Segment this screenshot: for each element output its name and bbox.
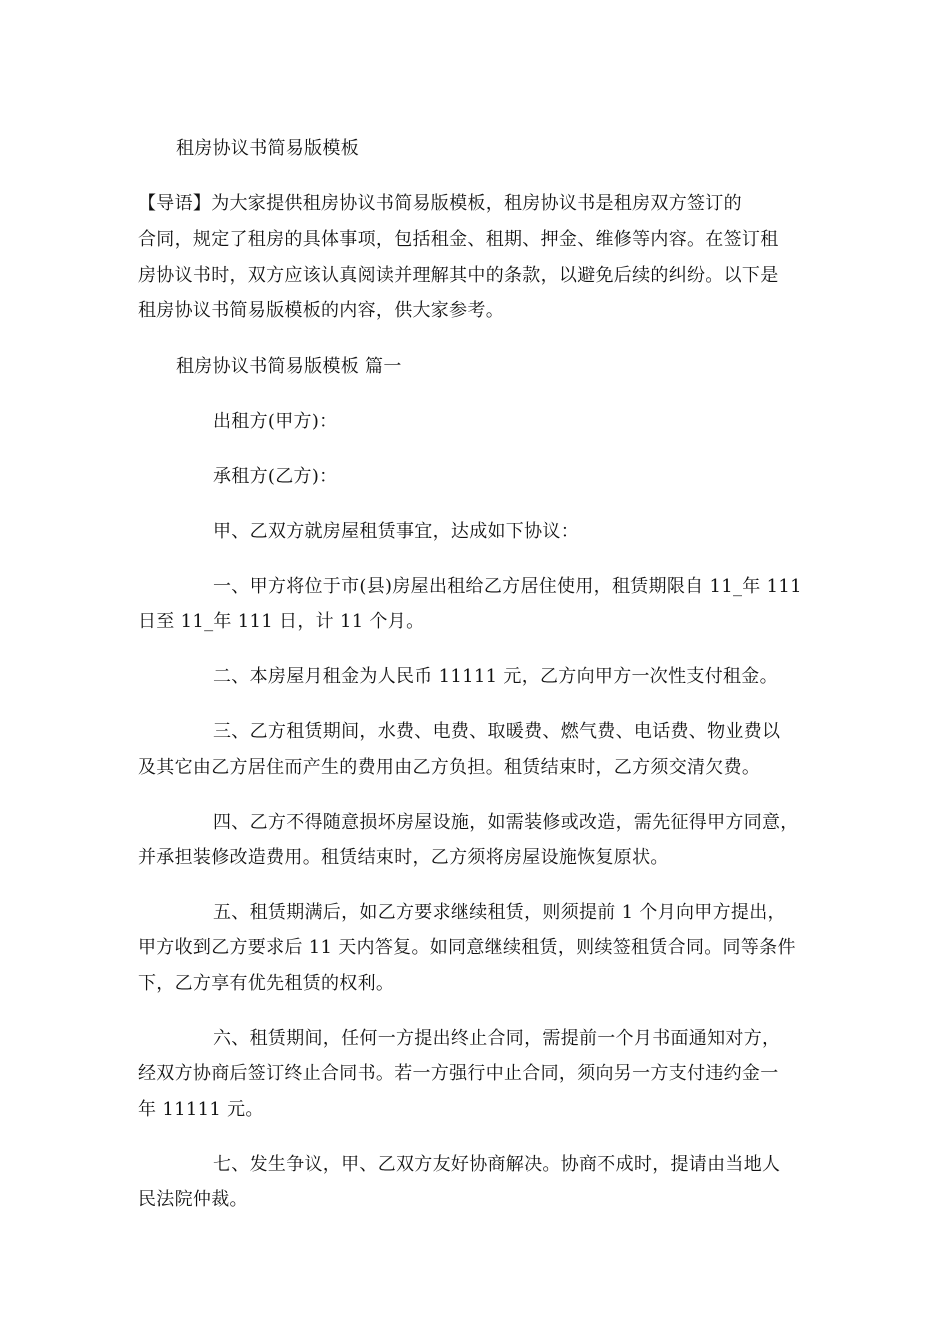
clause-line: 民法院仲裁。 — [138, 1189, 248, 1210]
clause-line: 并承担装修改造费用。租赁结束时，乙方须将房屋设施恢复原状。 — [138, 847, 669, 868]
intro-line: 房协议书时，双方应该认真阅读并理解其中的条款，以避免后续的纠纷。以下是 — [138, 265, 779, 286]
clause-line: 三、乙方租赁期间，水费、电费、取暖费、燃气费、电话费、物业费以 — [213, 721, 781, 742]
clause-line: 日至 11_年 111 日，计 11 个月。 — [138, 611, 425, 632]
document-title: 租房协议书简易版模板 — [176, 138, 359, 159]
clause-line: 五、租赁期满后，如乙方要求继续租赁，则须提前 1 个月向甲方提出， — [213, 902, 786, 923]
clause-line: 下，乙方享有优先租赁的权利。 — [138, 973, 395, 994]
intro-line: 合同，规定了租房的具体事项，包括租金、租期、押金、维修等内容。在签订租 — [138, 229, 779, 250]
clause-line: 甲方收到乙方要求后 11 天内答复。如同意继续租赁，则续签租赁合同。同等条件 — [138, 937, 796, 958]
section-title: 租房协议书简易版模板 篇一 — [176, 356, 402, 377]
clause-line: 经双方协商后签订终止合同书。若一方强行中止合同，须向另一方支付违约金一 — [138, 1063, 779, 1084]
clause-line: 一、甲方将位于市(县)房屋出租给乙方居住使用，租赁期限自 11_年 111 — [213, 576, 802, 597]
clause-line: 年 11111 元。 — [138, 1099, 264, 1120]
lessor-line: 出租方(甲方)： — [213, 411, 338, 432]
clause-line: 及其它由乙方居住而产生的费用由乙方负担。租赁结束时，乙方须交清欠费。 — [138, 757, 761, 778]
intro-line: 租房协议书简易版模板的内容，供大家参考。 — [138, 300, 504, 321]
clause-line: 二、本房屋月租金为人民币 11111 元，乙方向甲方一次性支付租金。 — [213, 666, 778, 687]
intro-line: 【导语】为大家提供租房协议书简易版模板，租房协议书是租房双方签订的 — [138, 193, 742, 214]
agreement-intro: 甲、乙双方就房屋租赁事宜，达成如下协议： — [213, 521, 579, 542]
clause-line: 四、乙方不得随意损坏房屋设施，如需装修或改造，需先征得甲方同意， — [213, 812, 799, 833]
lessee-line: 承租方(乙方)： — [213, 466, 338, 487]
clause-line: 六、租赁期间，任何一方提出终止合同，需提前一个月书面通知对方， — [213, 1028, 781, 1049]
clause-line: 七、发生争议，甲、乙双方友好协商解决。协商不成时，提请由当地人 — [213, 1154, 781, 1175]
